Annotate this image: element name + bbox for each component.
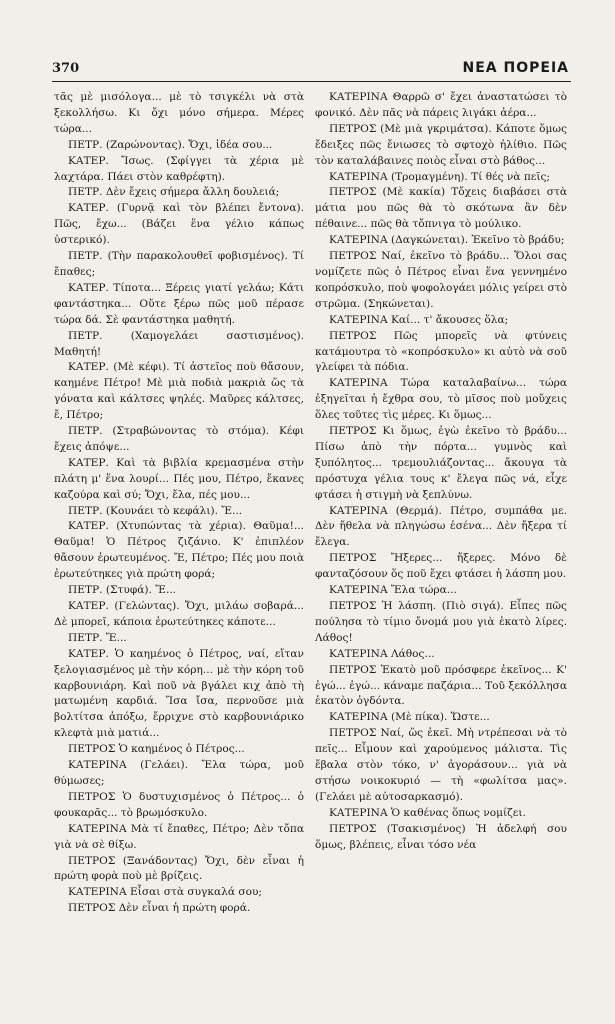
- paragraph: ΚΑΤΕΡΙΝΑ (Τρομαγμένη). Τί θές νὰ πεῖς;: [329, 170, 550, 183]
- paragraph: ΠΕΤΡΟΣ Ἑκατὸ μοῦ πρόσφερε ἐκεῖνος... Κ' ἐγώ... ἐγώ... κάναμε παζάρια... Τοῦ ξεκόλλησα ἑκατὸν ὀγδόντα.: [315, 663, 567, 708]
- running-title: ΝΕΑ ΠΟΡΕΙΑ: [462, 60, 569, 76]
- paragraph: ΚΑΤΕΡΙΝΑ Θαρρῶ σ' ἔχει ἀναστατώσει τὸ φονικό. Δὲν πᾶς νὰ πάρεις λιγάκι ἀέρα...: [315, 91, 567, 119]
- paragraph: ΚΑΤΕΡΙΝΑ Καί... τ' ἄκουσες ὅλα;: [329, 313, 509, 326]
- paragraph: ΚΑΤΕΡ. Ὁ καημένος ὁ Πέτρος, ναί, εἴταν ξελογιασμένος μὲ τὴν κόρη... μὲ τὴν κόρη τοῦ καρβουνιάρη. Καὶ ποῦ νὰ βγάλει κιχ ἀπὸ τὴ ματωμένη καρδιά. Ἴσα ἴσα, περνοῦσε μιὰ βολτίτσα ἀπόξω, ἔρριχνε στὸ καρβουνιάρικο κλεφτὰ μιὰ ματιά...: [54, 647, 304, 740]
- paragraph: ΠΕΤΡ. (Στραβώνοντας τὸ στόμα). Κέφι ἔχεις ἀπόψε...: [54, 425, 304, 453]
- paragraph: ΠΕΤΡΟΣ Δὲν εἶναι ἡ πρώτη φορά.: [68, 902, 251, 915]
- paragraph: ΚΑΤΕΡΙΝΑ Λάθος...: [329, 647, 435, 660]
- paragraph: ΚΑΤΕΡ. Ἴσως. (Σφίγγει τὰ χέρια μὲ λαχτάρα. Πάει στὸν καθρέφτη).: [54, 154, 304, 183]
- paragraph: ΚΑΤΕΡ. Καὶ τὰ βιβλία κρεμασμένα στὴν πλάτη μ' ἕνα λουρί... Πές μου, Πέτρο, ἔκανες καζούρα καὶ σύ; Ὄχι, ἔλα, πές μου...: [54, 456, 304, 501]
- paragraph: ΠΕΤΡ. (Κουνάει τὸ κεφάλι). Ἔ...: [68, 504, 243, 517]
- paragraph: ΠΕΤΡΟΣ (Τσακισμένος) Ἡ ἀδελφή σου ὅμως, βλέπεις, εἶναι τόσο νέα: [315, 822, 567, 851]
- paragraph: ΠΕΤΡ. Δὲν ἔχεις σήμερα ἄλλη δουλειά;: [68, 186, 280, 199]
- paragraph: ΚΑΤΕΡ. (Γυρνᾷ καὶ τὸν βλέπει ἔντονα). Πῶς, ἔχω... (Βάζει ἕνα γέλιο κάπως ὑστερικό).: [54, 202, 304, 247]
- paragraph: ΠΕΤΡΟΣ (Μὲ κακία) Τὄχεις διαβάσει στὰ μάτια μου πῶς θὰ τὸ σκότωνα ἂν δὲν πέθαινε... πῶς θὰ τὄπνιγα τὸ μούλικο.: [315, 186, 567, 231]
- paragraph: ΚΑΤΕΡ. (Γελώντας). Ὄχι, μιλάω σοβαρά... Δὲ μπορεῖ, κάποια ἐρωτεύτηκες κάποτε...: [54, 600, 304, 628]
- paragraph: τᾶς μὲ μισόλογα... μὲ τὸ τσιγκέλι νὰ στὰ ξεκολλήσω. Κι ὄχι μόνο σήμερα. Μέρες τώρα...: [54, 91, 304, 135]
- paragraph: ΠΕΤΡΟΣ Ναί, ὥς ἐκεῖ. Μὴ ντρέπεσαι νὰ τὸ πεῖς... Εἶμουν καὶ χαρούμενος μάλιστα. Τὶς ἔβαλα στὸν τόκο, ν' ἀγοράσουν... γιὰ νὰ στήσω νοικοκυριό — τὴ «φωλίτσα μας». (Γελάει μὲ αὐτοσαρκασμό).: [315, 727, 567, 803]
- paragraph: ΠΕΤΡ. (Χαμογελάει σαστισμένος). Μαθητή!: [54, 329, 304, 358]
- paragraph: ΠΕΤΡ. Ἔ...: [68, 631, 127, 644]
- page-header: [52, 56, 569, 76]
- paragraph: ΚΑΤΕΡΙΝΑ Μὰ τί ἔπαθες, Πέτρο; Δὲν τὄπα γιὰ νὰ σὲ θίξω.: [54, 822, 304, 851]
- paragraph: ΚΑΤΕΡΙΝΑ Εἶσαι στὰ συγκαλά σου;: [68, 886, 263, 899]
- paragraph: ΚΑΤΕΡ. (Μὲ κέφι). Τί ἀστεῖος ποὺ θἄσουν, καημένε Πέτρο! Μὲ μιὰ ποδιὰ μακριὰ ὥς τὰ γόνατα καὶ κάλτσες ψηλές. Μαῦρες κάλτσες, ἔ, Πέτρο;: [54, 361, 304, 422]
- paragraph: ΠΕΤΡΟΣ Κι ὅμως, ἐγὼ ἐκεῖνο τὸ βράδυ... Πίσω ἀπὸ τὴν πόρτα... γυμνὸς καὶ ξυπόλητος... τρεμουλιάζοντας... ἄκουγα τὰ πρόστυχα γέλια τους κ' ἔλεγα πῶς νά, εἶχε φτάσει ἡ στιγμὴ νὰ ξεπλύνω.: [315, 425, 567, 501]
- paragraph: ΠΕΤΡΟΣ Πῶς μπορεῖς νὰ φτύνεις κατάμουτρα τὸ «κοπρόσκυλο» κι αὐτὸ νὰ σοῦ γλείφει τὰ πόδια.: [315, 329, 567, 374]
- header-rule: [52, 81, 571, 82]
- paragraph: ΚΑΤΕΡ. (Χτυπώντας τὰ χέρια). Θαῦμα!... Θαῦμα! Ὁ Πέτρος ζιζάνιο. Κ' ἐπιπλέον θἄσουν ἐρωτευμένος. Ἔ, Πέτρο; Πές μου ποιὰ ἐρωτεύτηκες γιὰ πρώτη φορά;: [54, 520, 304, 581]
- paragraph: ΠΕΤΡΟΣ (Μὲ μιὰ γκριμάτσα). Κάποτε ὅμως ἔδειξες πῶς ἔνιωσες τὸ σφτοχὸ ἠλίθιο. Πῶς τὸν καταλάβαινες ποιὸς εἶναι στὸ βάθος...: [315, 122, 567, 167]
- paragraph: ΚΑΤΕΡ. Τίποτα... Ξέρεις γιατί γελάω; Κάτι φαντάστηκα... Οὔτε ξέρω πῶς μοῦ πέρασε τώρα δά. Σὲ φαντάστηκα μαθητή.: [54, 281, 304, 326]
- paragraph: ΠΕΤΡΟΣ Ἡ λάσπη. (Πιὸ σιγά). Εἶπες πῶς πούλησα τὸ τίμιο ὄνομά μου γιὰ ἑκατὸ λίρες. Λάθος!: [315, 600, 567, 644]
- paragraph: ΠΕΤΡΟΣ Ὁ δυστυχισμένος ὁ Πέτρος... ὁ φουκαρᾶς... τὸ βρωμόσκυλο.: [54, 790, 304, 819]
- left-text-column: [54, 90, 304, 917]
- paragraph: ΠΕΤΡΟΣ Ναί, ἐκεῖνο τὸ βράδυ... Ὅλοι σας νομίζετε πῶς ὁ Πέτρος εἶναι ἕνα γεννημένο κοπρόσκυλο, ποὺ ψοφολογάει μόλις γείρει στὸ στρῶμα. (Σηκώνεται).: [315, 250, 568, 310]
- paragraph: ΠΕΤΡΟΣ Ἤξερες... ἤξερες. Μόνο δὲ φανταζόσουν ὅς ποῦ ἔχει φτάσει ἡ λάσπη μου.: [315, 552, 567, 581]
- paragraph: ΠΕΤΡ. (Ζαρώνοντας). Ὄχι, ἰδέα σου...: [68, 138, 273, 151]
- paragraph: ΚΑΤΕΡΙΝΑ (Δαγκώνεται). Ἐκεῖνο τὸ βράδυ;: [329, 234, 565, 247]
- paragraph: ΚΑΤΕΡΙΝΑ (Θερμά). Πέτρο, συμπάθα με. Δὲν ἤθελα νὰ πληγώσω ἐσένα... Δὲν ἤξερα τί ἔλεγα.: [315, 504, 567, 549]
- paragraph: ΚΑΤΕΡΙΝΑ (Γελάει). Ἔλα τώρα, μοῦ θύμωσες;: [54, 759, 304, 787]
- paragraph: ΚΑΤΕΡΙΝΑ Ἔλα τώρα...: [329, 584, 457, 597]
- page-number: 370: [52, 61, 80, 76]
- paragraph: ΠΕΤΡΟΣ (Ξανάδοντας) Ὄχι, δὲν εἶναι ἡ πρώτη φορὰ ποὺ μὲ βρίζεις.: [54, 854, 304, 883]
- paragraph: ΚΑΤΕΡΙΝΑ Ὁ καθένας ὅπως νομίζει.: [329, 806, 526, 819]
- right-text-column: [315, 90, 567, 854]
- paragraph: ΠΕΤΡΟΣ Ὁ καημένος ὁ Πέτρος...: [68, 743, 245, 756]
- paragraph: ΠΕΤΡ. (Τὴν παρακολουθεῖ φοβισμένος). Τί ἔπαθες;: [54, 250, 304, 278]
- paragraph: ΚΑΤΕΡΙΝΑ Τώρα καταλαβαίνω... τώρα ἐξηγεῖται ἡ ἔχθρα σου, τὸ μῖσος ποὺ μοὔχεις ὅλες τοῦτες τὶς μέρες. Κι ὅμως...: [315, 377, 567, 422]
- paragraph: ΠΕΤΡ. (Στυφά). Ἔ...: [68, 584, 177, 597]
- paragraph: ΚΑΤΕΡΙΝΑ (Μὲ πίκα). Ὥστε...: [329, 711, 490, 724]
